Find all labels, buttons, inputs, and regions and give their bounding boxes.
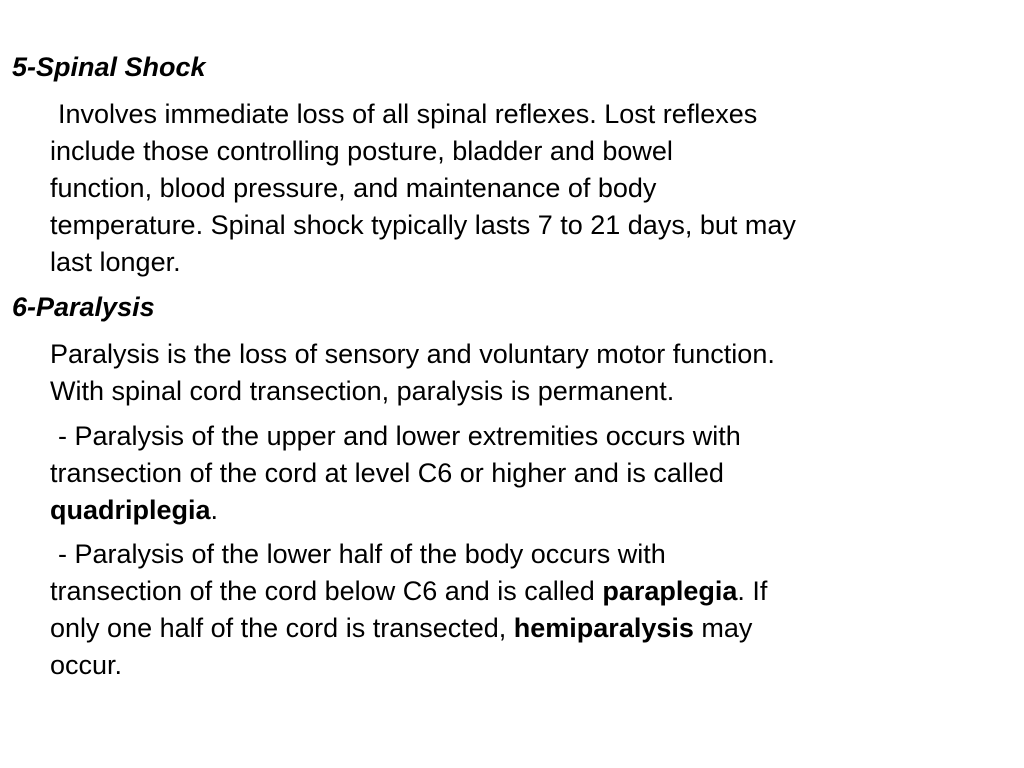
paralysis-definition-paragraph (50, 336, 1018, 410)
text-line: temperature. Spinal shock typically lasts 7 to 21 days, but may (50, 210, 796, 240)
text-line (50, 492, 1018, 529)
text-fragment: . If (737, 576, 768, 606)
text-line: - Paralysis of the lower half of the body occurs with (58, 539, 666, 569)
paraplegia-paragraph (50, 536, 1018, 684)
text-line: function, blood pressure, and maintenance of body (50, 173, 657, 203)
spinal-shock-paragraph (50, 96, 1018, 281)
text-line (50, 573, 1018, 610)
text-line: - Paralysis of the upper and lower extremities occurs with (58, 421, 741, 451)
text-line: With spinal cord transection, paralysis is permanent. (50, 376, 675, 406)
heading-spinal-shock: 5-Spinal Shock (12, 52, 206, 82)
text-line: include those controlling posture, bladder and bowel (50, 136, 673, 166)
term-quadriplegia: quadriplegia (50, 495, 211, 525)
text-line: Involves immediate loss of all spinal reflexes. Lost reflexes (58, 99, 758, 129)
term-hemiparalysis: hemiparalysis (513, 613, 694, 643)
text-fragment: only one half of the cord is transected, (50, 613, 514, 643)
text-line: Paralysis is the loss of sensory and voluntary motor function. (50, 339, 775, 369)
term-paraplegia: paraplegia (602, 576, 738, 606)
heading-paralysis: 6-Paralysis (12, 292, 155, 322)
text-line: last longer. (50, 247, 181, 277)
text-line: occur. (50, 650, 123, 680)
text-fragment: transection of the cord below C6 and is called (50, 576, 603, 606)
text-line (50, 610, 1018, 647)
text-fragment: may (693, 613, 753, 643)
quadriplegia-paragraph (50, 418, 1018, 529)
text-line: transection of the cord at level C6 or higher and is called (50, 458, 724, 488)
punctuation: . (210, 495, 219, 525)
